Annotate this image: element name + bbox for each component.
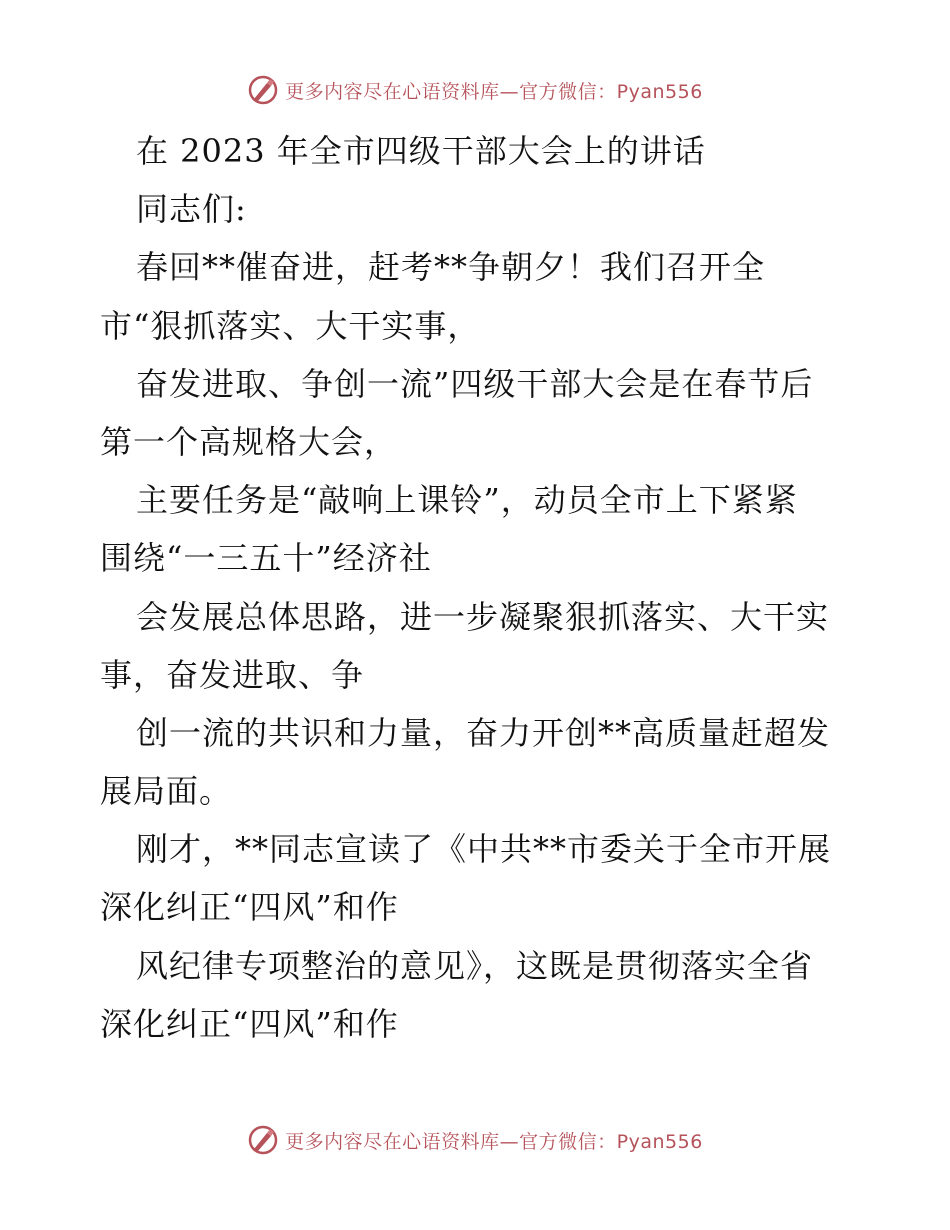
text-line: 创一流的共识和力量，奋力开创**高质量赶超发 [136,713,831,752]
text-line: 深化纠正“四风”和作 [100,1004,399,1043]
text-line: 市“狠抓落实、大干实事， [100,306,481,345]
text-line: 围绕“一三五十”经济社 [100,539,432,578]
pen-circle-logo-icon [247,1124,279,1156]
text-line: 第一个高规格大会， [100,422,398,461]
text-line: 春回**催奋进，赶考**争朝夕！我们召开全 [136,248,766,287]
doc-title-line: 在 2023 年全市四级干部大会上的讲话 [136,132,706,170]
text-line: 事，奋发进取、争 [100,655,365,694]
text-line: 主要任务是“敲响上课铃”，动员全市上下紧紧 [136,481,798,520]
salutation-line: 同志们: [136,190,247,229]
header-watermark [0,70,950,110]
text-line: 刚才，**同志宣读了《中共**市委关于全市开展 [136,830,832,869]
text-line: 会发展总体思路，进一步凝聚狠抓落实、大干实 [136,597,830,636]
pen-circle-logo-icon [247,74,279,106]
watermark-text: 更多内容尽在心语资料库—官方微信：Pyan556 [285,1130,703,1153]
watermark-text: 更多内容尽在心语资料库—官方微信：Pyan556 [285,80,703,103]
footer-watermark [0,1120,950,1160]
document-body [100,122,860,1053]
text-line: 奋发进取、争创一流”四级干部大会是在春节后 [136,364,814,403]
text-line: 展局面。 [100,772,233,811]
text-line: 深化纠正“四风”和作 [100,888,399,927]
text-line: 风纪律专项整治的意见》，这既是贯彻落实全省 [136,946,814,985]
